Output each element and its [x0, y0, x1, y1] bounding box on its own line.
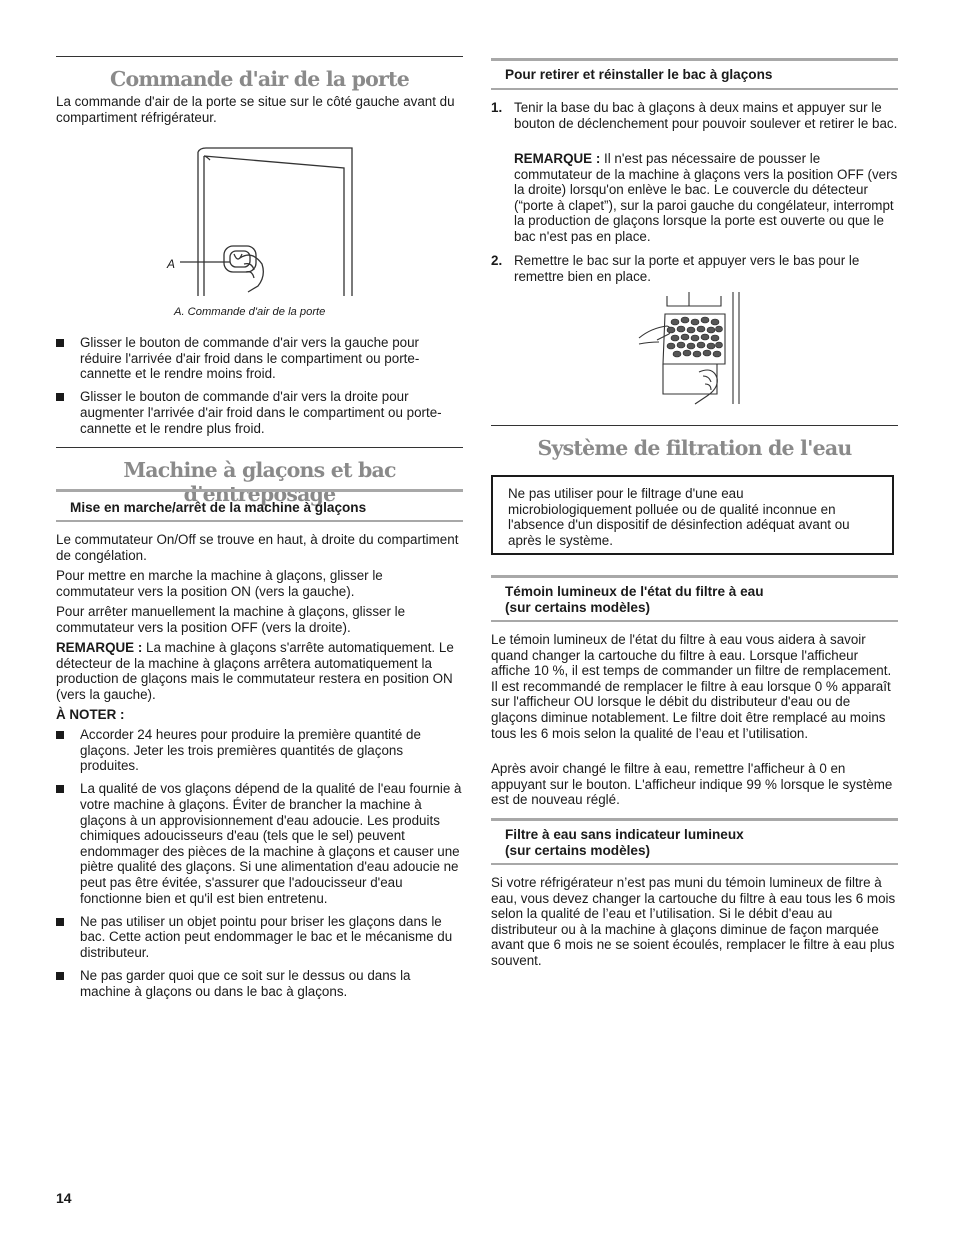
figure-callout-a: A — [167, 257, 176, 271]
bullet-square-icon — [56, 918, 64, 926]
step-1-note — [514, 151, 898, 245]
note-text: La machine à glaçons s'arrête automatiquement. Le détecteur de la machine à glaçons arrêtera automatiquement la production de glaçons mais le commutateur restera en position ON (vers la gauche). — [56, 640, 454, 702]
ice-bin-removal-illustration — [637, 292, 749, 408]
note-label: REMARQUE : — [514, 151, 601, 166]
figure-caption-air-control: A. Commande d'air de la porte — [174, 306, 326, 318]
note-text: Il n'est pas nécessaire de pousser le commutateur de la machine à glaçons vers la position OFF (vers la droite) lorsqu'on enlève le bac. Le couvercle du détecteur (“porte à clapet”), sur la paroi gauche du congélateur, interrompt la production de glaçons lorsque la porte est ouverte ou que le bac n'est pas en place. — [514, 151, 898, 244]
list-item: Glisser le bouton de commande d'air vers la gauche pour réduire l'arrivée d'air froid dans le compartiment ou porte-cannette et le rendre moins froid. — [56, 335, 463, 382]
bullet-square-icon — [56, 785, 64, 793]
bullet-square-icon — [56, 393, 64, 401]
section-title-water-filtration: Système de filtration de l'eau — [537, 436, 852, 460]
warning-text: Ne pas utiliser pour le filtrage d'une eau microbiologiquement polluée ou de qualité inconnue en l'absence d'un dispositif de désinfection adéquat avant ou après le système. — [508, 486, 850, 548]
a-noter-label: À NOTER : — [56, 707, 125, 722]
subsection-rule — [491, 88, 898, 90]
ice-maker-bullets — [56, 727, 463, 1007]
section-rule — [56, 56, 463, 57]
bullet-square-icon — [56, 972, 64, 980]
subsection-rule — [491, 58, 898, 61]
subsection-title-on-off: Mise en marche/arrêt de la machine à glaçons — [70, 500, 367, 515]
subsection-title-no-indicator: Filtre à eau sans indicateur lumineux (sur certains modèles) — [505, 827, 744, 858]
ice-maker-p2: Pour mettre en marche la machine à glaçons, glisser le commutateur vers la position ON (vers la gauche). — [56, 568, 383, 599]
air-control-intro: La commande d'air de la porte se situe sur le côté gauche avant du compartiment réfrigérateur. — [56, 94, 455, 125]
step-1-text: Tenir la base du bac à glaçons à deux mains et appuyer sur le bouton de déclenchement pour pouvoir soulever et retirer le bac. — [514, 100, 898, 131]
section-title-air-control: Commande d'air de la porte — [110, 67, 409, 91]
ice-maker-note — [56, 640, 463, 702]
step-number: 1. — [491, 100, 503, 115]
step-2-text: Remettre le bac sur la porte et appuyer vers le bas pour le remettre bien en place. — [514, 253, 860, 284]
subsection-title-remove-bin: Pour retirer et réinstaller le bac à glaçons — [505, 67, 773, 82]
section-rule — [56, 447, 463, 448]
step-number: 2. — [491, 253, 503, 268]
section-rule — [491, 425, 898, 426]
subsection-rule — [56, 489, 463, 492]
filter-indicator-p2: Après avoir changé le filtre à eau, remettre l'afficheur à 0 en appuyant sur le bouton. L'afficheur indique 99 % lorsque le système est de nouveau réglé. — [491, 761, 893, 808]
list-item: Ne pas utiliser un objet pointu pour briser les glaçons dans le bac. Cette action peut endommager le bac et le mécanisme du distributeur. — [56, 914, 463, 961]
list-item: La qualité de vos glaçons dépend de la qualité de l'eau fournie à votre machine à glaçons. Éviter de brancher la machine à glaçons à un approvisionnement d'eau adoucie. Les produits chimiques adoucisseurs d'eau (tels que le sel) peuvent endommager des pièces de la machine à glaçons et causer une piètre qualité des glaçons. Si une alimentation d'eau adoucie ne peut pas être évitée, s'assurer que l'adoucisseur d'eau fonctionne bien et qu'il est bien entretenu. — [56, 781, 463, 906]
ice-maker-p3: Pour arrêter manuellement la machine à glaçons, glisser le commutateur vers la position OFF (vers la droite). — [56, 604, 406, 635]
door-air-control-illustration — [166, 146, 416, 301]
no-indicator-p1: Si votre réfrigérateur n’est pas muni du témoin lumineux de filtre à eau, vous devez changer la cartouche du filtre à eau tous les 6 mois selon la qualité de l’eau et l’utilisation. Si le débit d'eau au distributeur ou à la machine à glaçons diminue de façon marquée avant que 6 mois ne se soient écoulés, remplacer le filtre à eau plus souvent. — [491, 875, 896, 968]
warning-box — [491, 475, 894, 555]
list-item: Ne pas garder quoi que ce soit sur le dessus ou dans la machine à glaçons ou dans le bac à glaçons. — [56, 968, 463, 999]
subsection-rule — [491, 575, 898, 578]
air-control-bullets — [56, 335, 463, 444]
subsection-rule — [491, 620, 898, 622]
list-item: Accorder 24 heures pour produire la première quantité de glaçons. Jeter les trois premières quantités de glaçons produites. — [56, 727, 463, 774]
bullet-square-icon — [56, 339, 64, 347]
section-title-ice-maker: Machine à glaçons et bac d'entreposage — [123, 458, 396, 506]
bullet-square-icon — [56, 731, 64, 739]
list-item: Glisser le bouton de commande d'air vers la droite pour augmenter l'arrivée d'air froid dans le compartiment ou porte-cannette et le rendre plus froid. — [56, 389, 463, 436]
subsection-rule — [56, 520, 463, 522]
page-number: 14 — [56, 1190, 72, 1206]
filter-indicator-p1: Le témoin lumineux de l'état du filtre à eau vous aidera à savoir quand changer la cartouche du filtre à eau. Lorsque l'afficheur affiche 10 %, il est temps de commander un filtre de remplacement. Il est recommandé de remplacer le filtre à eau lorsque 0 % apparaît sur l'afficheur OU lorsque le débit du distributeur d'eau ou de glaçons diminue notablement. Le filtre doit être remplacé au moins tous les 6 mois selon la qualité de l’eau et l’utilisation. — [491, 632, 892, 741]
subsection-rule — [491, 863, 898, 865]
subsection-title-filter-indicator: Témoin lumineux de l'état du filtre à eau (sur certains modèles) — [505, 584, 764, 615]
subsection-rule — [491, 818, 898, 821]
ice-maker-p1: Le commutateur On/Off se trouve en haut, à droite du compartiment de congélation. — [56, 532, 459, 563]
note-label: REMARQUE : — [56, 640, 143, 655]
